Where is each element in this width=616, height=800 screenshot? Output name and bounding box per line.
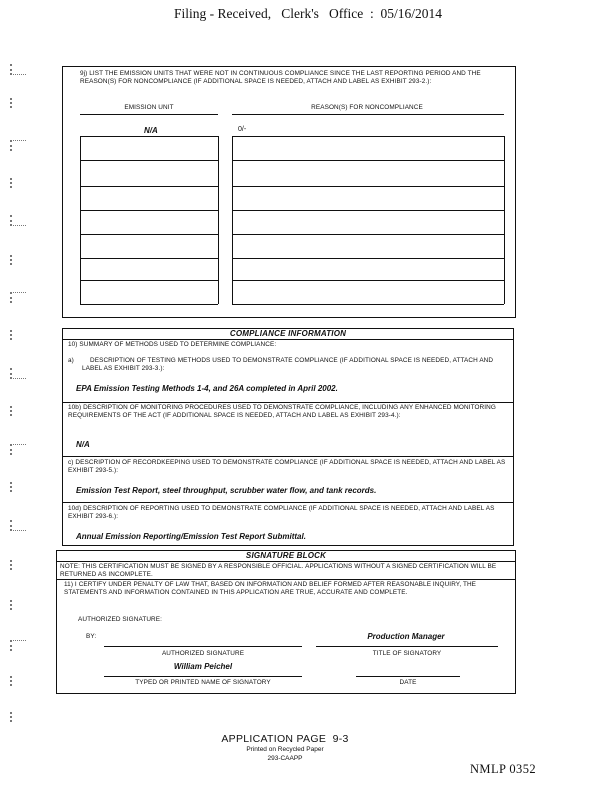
row-rule bbox=[80, 234, 218, 235]
header-rule-left bbox=[80, 114, 218, 115]
scan-mark bbox=[10, 178, 26, 188]
signature-heading: SIGNATURE BLOCK bbox=[245, 551, 327, 560]
row-rule bbox=[80, 210, 218, 211]
scan-mark bbox=[10, 64, 26, 75]
form-number: 293-CAAPP bbox=[267, 755, 303, 762]
row-rule bbox=[232, 258, 504, 259]
note-rule bbox=[56, 579, 516, 580]
scan-mark bbox=[10, 444, 26, 455]
row-rule bbox=[232, 280, 504, 281]
reason-value: 0/- bbox=[238, 126, 247, 133]
scan-mark bbox=[10, 368, 26, 379]
scan-mark bbox=[10, 560, 26, 570]
cell-divider bbox=[80, 136, 81, 304]
name-value: William Peichel bbox=[173, 662, 233, 671]
col-header-reasons: REASON(S) FOR NONCOMPLIANCE bbox=[311, 104, 423, 111]
scan-mark bbox=[10, 406, 26, 416]
heading-rule bbox=[56, 561, 516, 562]
q10a-answer: EPA Emission Testing Methods 1-4, and 26A completed in April 2002. bbox=[76, 384, 338, 393]
title-caption: TITLE OF SIGNATORY bbox=[372, 650, 442, 657]
row-rule bbox=[232, 234, 504, 235]
filing-stamp: Filing - Received, Clerk's Office : 05/16/2014 bbox=[173, 6, 443, 21]
name-line bbox=[104, 676, 302, 677]
row-rule bbox=[80, 280, 218, 281]
q10b-answer: N/A bbox=[76, 440, 90, 449]
emission-unit-value: N/A bbox=[144, 126, 158, 135]
q10-summary: 10) SUMMARY OF METHODS USED TO DETERMINE COMPLIANCE: bbox=[68, 341, 277, 348]
cell-divider bbox=[218, 136, 219, 304]
signature-note: NOTE: THIS CERTIFICATION MUST BE SIGNED BY A RESPONSIBLE OFFICIAL. APPLICATIONS WITHOUT A SIGNED CERTIFICATION WILL BE RETURNED AS INCOMPLETE. bbox=[60, 563, 497, 578]
cell-divider bbox=[232, 136, 233, 304]
document-code: NMLP 0352 bbox=[470, 762, 536, 776]
col-header-emission-unit: EMISSION UNIT bbox=[124, 104, 174, 111]
title-line bbox=[316, 646, 498, 647]
signature-caption: AUTHORIZED SIGNATURE bbox=[161, 650, 245, 657]
scan-mark bbox=[10, 600, 26, 610]
scan-mark bbox=[10, 482, 26, 492]
q10c-question: c) DESCRIPTION OF RECORDKEEPING USED TO DEMONSTRATE COMPLIANCE (IF ADDITIONAL SPACE IS NEEDED, ATTACH AND LABEL AS EXHIBIT 293-5.): bbox=[68, 459, 506, 474]
q10c-rule bbox=[62, 456, 514, 457]
compliance-heading: COMPLIANCE INFORMATION bbox=[229, 329, 347, 338]
q10a-label: a) bbox=[68, 357, 74, 364]
row-rule bbox=[232, 160, 504, 161]
scan-mark bbox=[10, 255, 26, 265]
by-label: BY: bbox=[86, 633, 97, 640]
row-rule bbox=[232, 210, 504, 211]
title-value: Production Manager bbox=[367, 632, 445, 641]
authorized-signature-label: AUTHORIZED SIGNATURE: bbox=[78, 616, 162, 623]
q10a-question: DESCRIPTION OF TESTING METHODS USED TO DEMONSTRATE COMPLIANCE (IF ADDITIONAL SPACE IS NEEDED, ATTACH AND LABEL AS EXHIBIT 293-3.): bbox=[82, 357, 494, 372]
name-caption: TYPED OR PRINTED NAME OF SIGNATORY bbox=[135, 679, 271, 686]
header-rule-right bbox=[232, 114, 504, 115]
printed-on-recycled: Printed on Recycled Paper bbox=[246, 746, 324, 753]
q10d-rule bbox=[62, 502, 514, 503]
q10b-rule bbox=[62, 402, 514, 403]
scan-mark bbox=[10, 215, 26, 226]
row-rule bbox=[80, 258, 218, 259]
scan-mark bbox=[10, 140, 26, 151]
scan-mark bbox=[10, 676, 26, 686]
q10d-answer: Annual Emission Reporting/Emission Test Report Submittal. bbox=[76, 532, 306, 541]
date-caption: DATE bbox=[399, 679, 417, 686]
row-rule bbox=[232, 186, 504, 187]
row-rule bbox=[232, 304, 504, 305]
row-rule bbox=[80, 304, 218, 305]
scan-mark bbox=[10, 520, 26, 531]
scan-mark bbox=[10, 640, 26, 651]
q10c-answer: Emission Test Report, steel throughput, scrubber water flow, and tank records. bbox=[76, 486, 377, 495]
signature-line bbox=[104, 646, 302, 647]
row-rule bbox=[232, 136, 504, 137]
scan-mark bbox=[10, 330, 26, 340]
application-page: APPLICATION PAGE 9-3 bbox=[221, 733, 349, 745]
q11-certification: 11) I CERTIFY UNDER PENALTY OF LAW THAT, BASED ON INFORMATION AND BELIEF FORMED AFTER REASONABLE INQUIRY, THE STATEMENTS AND INFORMATION CONTAINED IN THIS APPLICATION ARE TRUE, ACCURATE AND COMPLETE. bbox=[64, 581, 477, 596]
date-line bbox=[356, 676, 460, 677]
row-rule bbox=[80, 136, 218, 137]
scan-mark bbox=[10, 292, 26, 303]
cell-divider bbox=[504, 136, 505, 304]
scan-mark bbox=[10, 98, 26, 108]
row-rule bbox=[80, 186, 218, 187]
q10b-question: 10b) DESCRIPTION OF MONITORING PROCEDURES USED TO DEMONSTRATE COMPLIANCE, INCLUDING ANY ENHANCED MONITORING REQUIREMENTS OF THE ACT (IF ADDITIONAL SPACE IS NEEDED, ATTACH AND LABEL AS EXHIBIT 293-4.): bbox=[68, 404, 496, 419]
scan-mark bbox=[10, 712, 26, 722]
q10d-question: 10d) DESCRIPTION OF REPORTING USED TO DEMONSTRATE COMPLIANCE (IF ADDITIONAL SPACE IS NEEDED, ATTACH AND LABEL AS EXHIBIT 293-6.): bbox=[68, 505, 495, 520]
section-9j-instruction: 9j) LIST THE EMISSION UNITS THAT WERE NOT IN CONTINUOUS COMPLIANCE SINCE THE LAST REPORTING PERIOD AND THE REASON(S) FOR NONCOMPLIANCE (IF ADDITIONAL SPACE IS NEEDED, ATTACH AND LABEL AS EXHIBIT 293-2.): bbox=[80, 70, 481, 85]
row-rule bbox=[80, 160, 218, 161]
heading-rule bbox=[62, 339, 514, 340]
